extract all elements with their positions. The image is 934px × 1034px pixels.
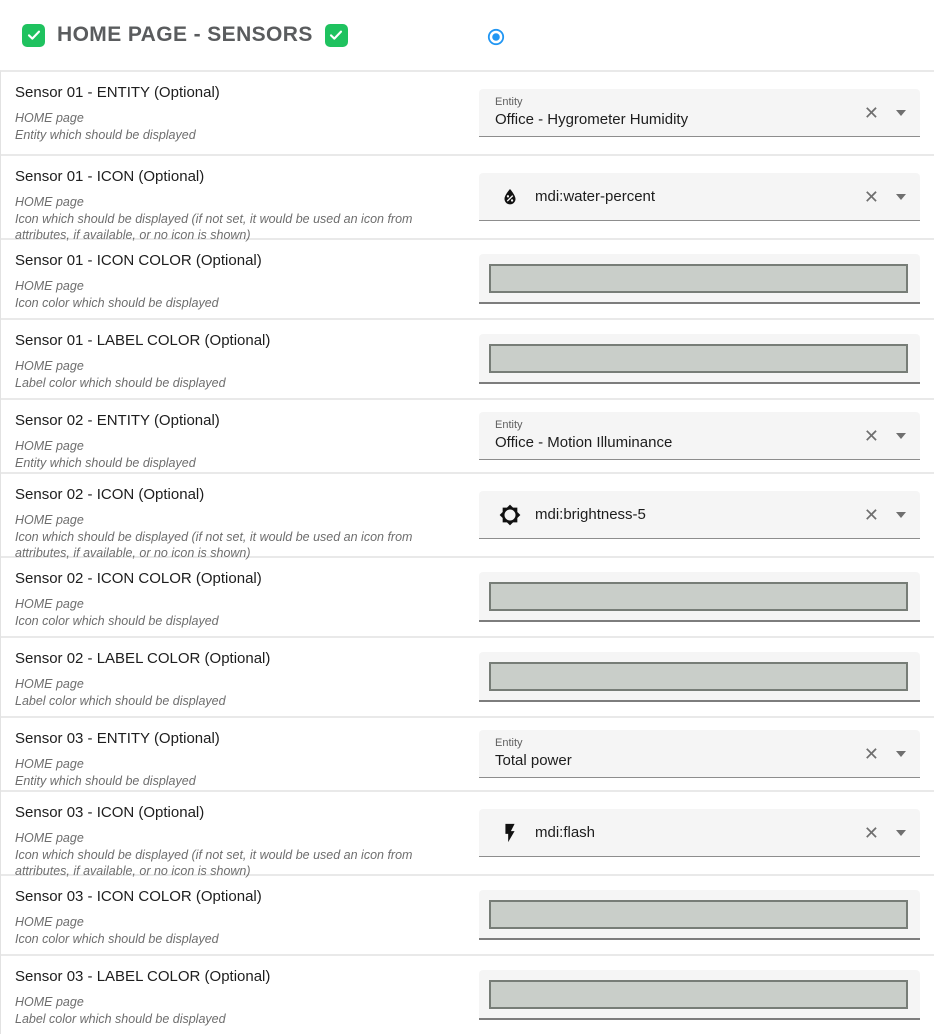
entity-select-field[interactable] [479, 412, 920, 460]
color-input-field [479, 254, 920, 304]
clear-icon[interactable]: ✕ [863, 186, 879, 207]
config-row [1, 398, 934, 472]
row-control-block [465, 320, 934, 398]
row-desc: Label color which should be displayed [15, 375, 226, 390]
icon-select-value: mdi:brightness-5 [535, 505, 646, 523]
config-row [1, 954, 934, 1034]
row-label: Sensor 02 - ICON COLOR (Optional) [15, 570, 262, 587]
row-description-block [1, 400, 465, 472]
row-control-block [465, 956, 934, 1034]
color-input-field [479, 652, 920, 702]
config-row [1, 636, 934, 716]
color-input-field [479, 334, 920, 384]
row-desc: Icon which should be displayed (if not set, it would be used an icon from attributes, if available, or no icon is shown) [15, 211, 413, 242]
section-header [0, 0, 934, 70]
icon-select-value: mdi:flash [535, 823, 596, 841]
config-row [1, 874, 934, 954]
row-group: HOME page [15, 677, 84, 691]
row-group: HOME page [15, 513, 84, 527]
row-description-block [1, 240, 465, 318]
row-group: HOME page [15, 831, 84, 845]
row-control-block [465, 876, 934, 954]
row-label: Sensor 02 - ICON (Optional) [15, 486, 205, 503]
row-control-block [465, 240, 934, 318]
config-row [1, 472, 934, 560]
row-label: Sensor 03 - ENTITY (Optional) [15, 730, 220, 747]
row-label: Sensor 01 - LABEL COLOR (Optional) [15, 332, 271, 349]
row-desc: Entity which should be displayed [15, 127, 196, 142]
config-rows [0, 70, 934, 1034]
entity-select-value: Office - Motion Illuminance [495, 434, 673, 452]
field-floating-label: Entity [495, 96, 523, 109]
row-desc: Entity which should be displayed [15, 773, 196, 788]
row-desc: Icon color which should be displayed [15, 931, 219, 946]
entity-select-field[interactable] [479, 730, 920, 778]
check-icon [22, 24, 45, 47]
row-control-block [465, 400, 934, 472]
radio-button-icon[interactable] [487, 28, 505, 46]
config-row [1, 154, 934, 242]
brightness-5-icon [499, 504, 521, 526]
row-description-block [1, 72, 465, 154]
row-control-block [465, 558, 934, 636]
row-desc: Icon color which should be displayed [15, 613, 219, 628]
row-label: Sensor 01 - ENTITY (Optional) [15, 84, 220, 101]
row-label: Sensor 01 - ICON (Optional) [15, 168, 205, 185]
water-percent-icon [499, 186, 521, 208]
row-desc: Entity which should be displayed [15, 455, 196, 470]
flash-icon [499, 822, 521, 844]
row-desc: Icon color which should be displayed [15, 295, 219, 310]
row-label: Sensor 02 - ENTITY (Optional) [15, 412, 220, 429]
chevron-down-icon[interactable] [896, 433, 906, 439]
row-group: HOME page [15, 995, 84, 1009]
row-group: HOME page [15, 439, 84, 453]
row-group: HOME page [15, 915, 84, 929]
row-description-block [1, 792, 465, 878]
row-group: HOME page [15, 279, 84, 293]
config-row [1, 556, 934, 636]
entity-select-value: Office - Hygrometer Humidity [495, 111, 689, 129]
color-swatch[interactable] [489, 264, 908, 293]
row-description-block [1, 320, 465, 398]
row-control-block [465, 638, 934, 716]
color-swatch[interactable] [489, 900, 908, 929]
row-control-block [465, 792, 934, 874]
row-group: HOME page [15, 359, 84, 373]
color-swatch[interactable] [489, 980, 908, 1009]
chevron-down-icon[interactable] [896, 830, 906, 836]
color-input-field [479, 572, 920, 622]
row-control-block [465, 718, 934, 790]
icon-select-field[interactable] [479, 173, 920, 221]
row-description-block [1, 638, 465, 716]
row-group: HOME page [15, 195, 84, 209]
config-row [1, 72, 934, 154]
entity-select-value: Total power [495, 752, 572, 770]
row-description-block [1, 956, 465, 1034]
row-label: Sensor 03 - LABEL COLOR (Optional) [15, 968, 271, 985]
clear-icon[interactable]: ✕ [863, 822, 879, 843]
row-control-block [465, 156, 934, 238]
row-desc: Icon which should be displayed (if not set, it would be used an icon from attributes, if available, or no icon is shown) [15, 847, 413, 878]
row-description-block [1, 156, 465, 242]
clear-icon[interactable]: ✕ [863, 743, 879, 764]
entity-select-texts [495, 419, 672, 451]
row-control-block [465, 72, 934, 154]
row-desc: Icon which should be displayed (if not set, it would be used an icon from attributes, if available, or no icon is shown) [15, 529, 413, 560]
color-input-field [479, 970, 920, 1020]
row-label: Sensor 01 - ICON COLOR (Optional) [15, 252, 262, 269]
icon-select-field[interactable] [479, 491, 920, 539]
color-input-field [479, 890, 920, 940]
entity-select-texts [495, 96, 688, 128]
color-swatch[interactable] [489, 662, 908, 691]
clear-icon[interactable]: ✕ [863, 504, 879, 525]
row-description-block [1, 718, 465, 790]
row-label: Sensor 02 - LABEL COLOR (Optional) [15, 650, 271, 667]
color-swatch[interactable] [489, 344, 908, 373]
color-swatch[interactable] [489, 582, 908, 611]
row-label: Sensor 03 - ICON COLOR (Optional) [15, 888, 262, 905]
check-icon [325, 24, 348, 47]
clear-icon[interactable]: ✕ [863, 102, 879, 123]
chevron-down-icon[interactable] [896, 512, 906, 518]
config-row [1, 790, 934, 878]
config-row [1, 716, 934, 790]
field-floating-label: Entity [495, 419, 523, 432]
config-row [1, 318, 934, 398]
icon-select-value: mdi:water-percent [535, 187, 656, 205]
icon-select-field[interactable] [479, 809, 920, 857]
row-control-block [465, 474, 934, 556]
row-desc: Label color which should be displayed [15, 1011, 226, 1026]
row-description-block [1, 474, 465, 560]
row-group: HOME page [15, 111, 84, 125]
chevron-down-icon[interactable] [896, 194, 906, 200]
field-floating-label: Entity [495, 737, 523, 750]
row-label: Sensor 03 - ICON (Optional) [15, 804, 205, 821]
entity-select-field[interactable] [479, 89, 920, 137]
entity-select-texts [495, 737, 572, 769]
row-description-block [1, 558, 465, 636]
row-group: HOME page [15, 597, 84, 611]
row-group: HOME page [15, 757, 84, 771]
row-desc: Label color which should be displayed [15, 693, 226, 708]
chevron-down-icon[interactable] [896, 110, 906, 116]
clear-icon[interactable]: ✕ [863, 425, 879, 446]
chevron-down-icon[interactable] [896, 751, 906, 757]
row-description-block [1, 876, 465, 954]
page-title: HOME PAGE - SENSORS [57, 23, 313, 46]
config-row [1, 238, 934, 318]
